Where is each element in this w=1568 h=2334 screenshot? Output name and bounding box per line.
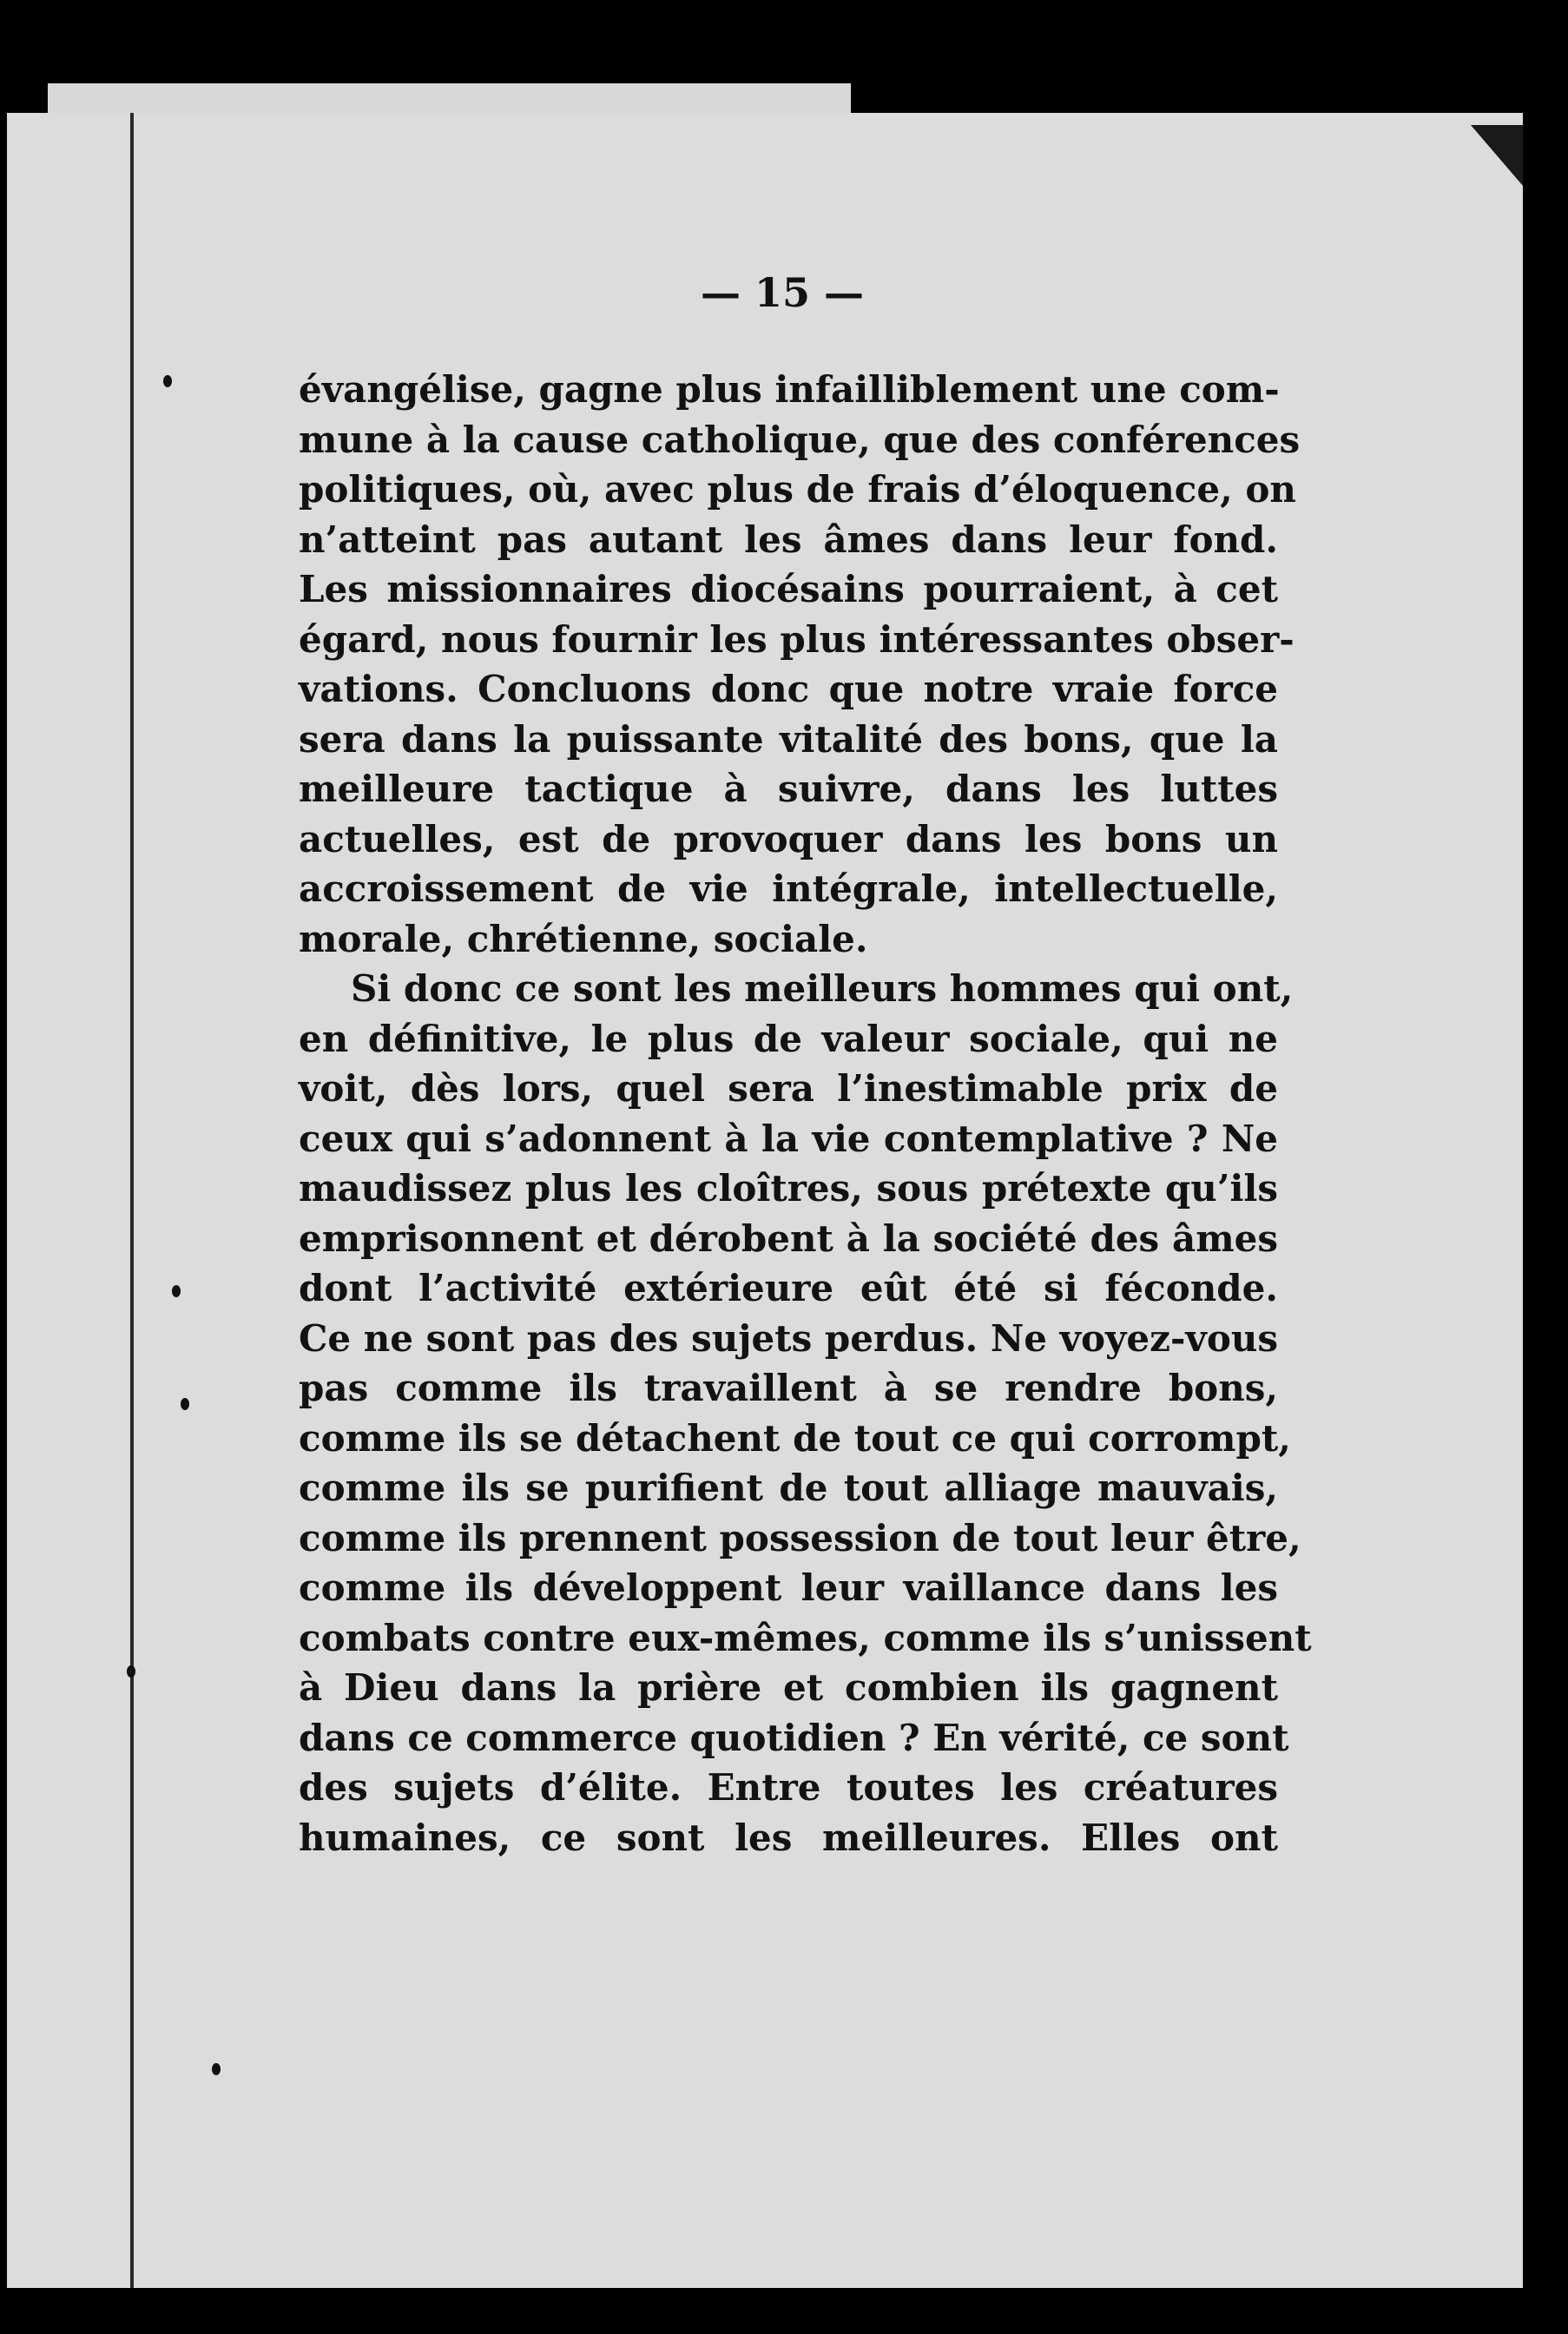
text-line: accroissement de vie intégrale, intellectuelle, xyxy=(299,867,1278,910)
text-line: des sujets d’élite. Entre toutes les créatures xyxy=(299,1766,1278,1809)
text-line: évangélise, gagne plus infailliblement une com- xyxy=(299,368,1280,411)
corner-fold xyxy=(1471,125,1523,186)
paragraph xyxy=(299,964,1312,1863)
text-line: dont l’activité extérieure eût été si féconde. xyxy=(299,1267,1278,1309)
text-line: voit, dès lors, quel sera l’inestimable prix de xyxy=(299,1067,1278,1110)
scan-speck xyxy=(172,1285,181,1297)
text-line: ceux qui s’adonnent à la vie contemplative ? Ne xyxy=(299,1117,1278,1160)
text-line: politiques, où, avec plus de frais d’éloquence, on xyxy=(299,468,1296,511)
gutter-line xyxy=(130,113,134,2288)
text-line: Les missionnaires diocésains pourraient, à cet xyxy=(299,568,1278,610)
text-line: dans ce commerce quotidien ? En vérité, ce sont xyxy=(299,1716,1289,1759)
text-line: égard, nous fournir les plus intéressantes obser- xyxy=(299,617,1295,661)
text-line: humaines, ce sont les meilleures. Elles ont xyxy=(299,1816,1278,1859)
scan-speck xyxy=(163,375,172,387)
text-line: morale, chrétienne, sociale. xyxy=(299,917,868,960)
text-line: actuelles, est de provoquer dans les bons un xyxy=(299,817,1278,860)
text-line: Ce ne sont pas des sujets perdus. Ne voyez-vous xyxy=(299,1316,1279,1360)
text-line: pas comme ils travaillent à se rendre bons, xyxy=(299,1367,1278,1409)
text-line: à Dieu dans la prière et combien ils gagnent xyxy=(299,1666,1278,1709)
text-line: meilleure tactique à suivre, dans les luttes xyxy=(299,768,1278,810)
top-edge-strip xyxy=(48,83,851,113)
page-number: — 15 — xyxy=(700,269,865,316)
text-line: comme ils se détachent de tout ce qui corrompt, xyxy=(299,1416,1291,1460)
scan-speck xyxy=(181,1398,189,1410)
text-line: sera dans la puissante vitalité des bons, que la xyxy=(299,717,1278,761)
paragraph xyxy=(299,365,1301,964)
body-text xyxy=(299,365,1312,1863)
text-line: Si donc ce sont les meilleurs hommes qui ont, xyxy=(351,967,1294,1010)
text-line: comme ils se purifient de tout alliage mauvais, xyxy=(299,1467,1278,1509)
text-line: en définitive, le plus de valeur sociale, qui ne xyxy=(299,1017,1278,1060)
text-line: combats contre eux-mêmes, comme ils s’unissent xyxy=(299,1616,1312,1659)
book-page xyxy=(7,113,1523,2288)
text-line: maudissez plus les cloîtres, sous prétexte qu’ils xyxy=(299,1167,1278,1210)
text-line: comme ils prennent possession de tout leur être, xyxy=(299,1516,1301,1559)
text-line: comme ils développent leur vaillance dans les xyxy=(299,1566,1278,1609)
text-line: vations. Concluons donc que notre vraie force xyxy=(299,668,1278,710)
scan-speck xyxy=(127,1665,135,1678)
text-line: mune à la cause catholique, que des conférences xyxy=(299,418,1301,461)
text-line: n’atteint pas autant les âmes dans leur fond. xyxy=(299,518,1278,561)
scan-speck xyxy=(212,2063,221,2075)
text-line: emprisonnent et dérobent à la société des âmes xyxy=(299,1216,1278,1260)
